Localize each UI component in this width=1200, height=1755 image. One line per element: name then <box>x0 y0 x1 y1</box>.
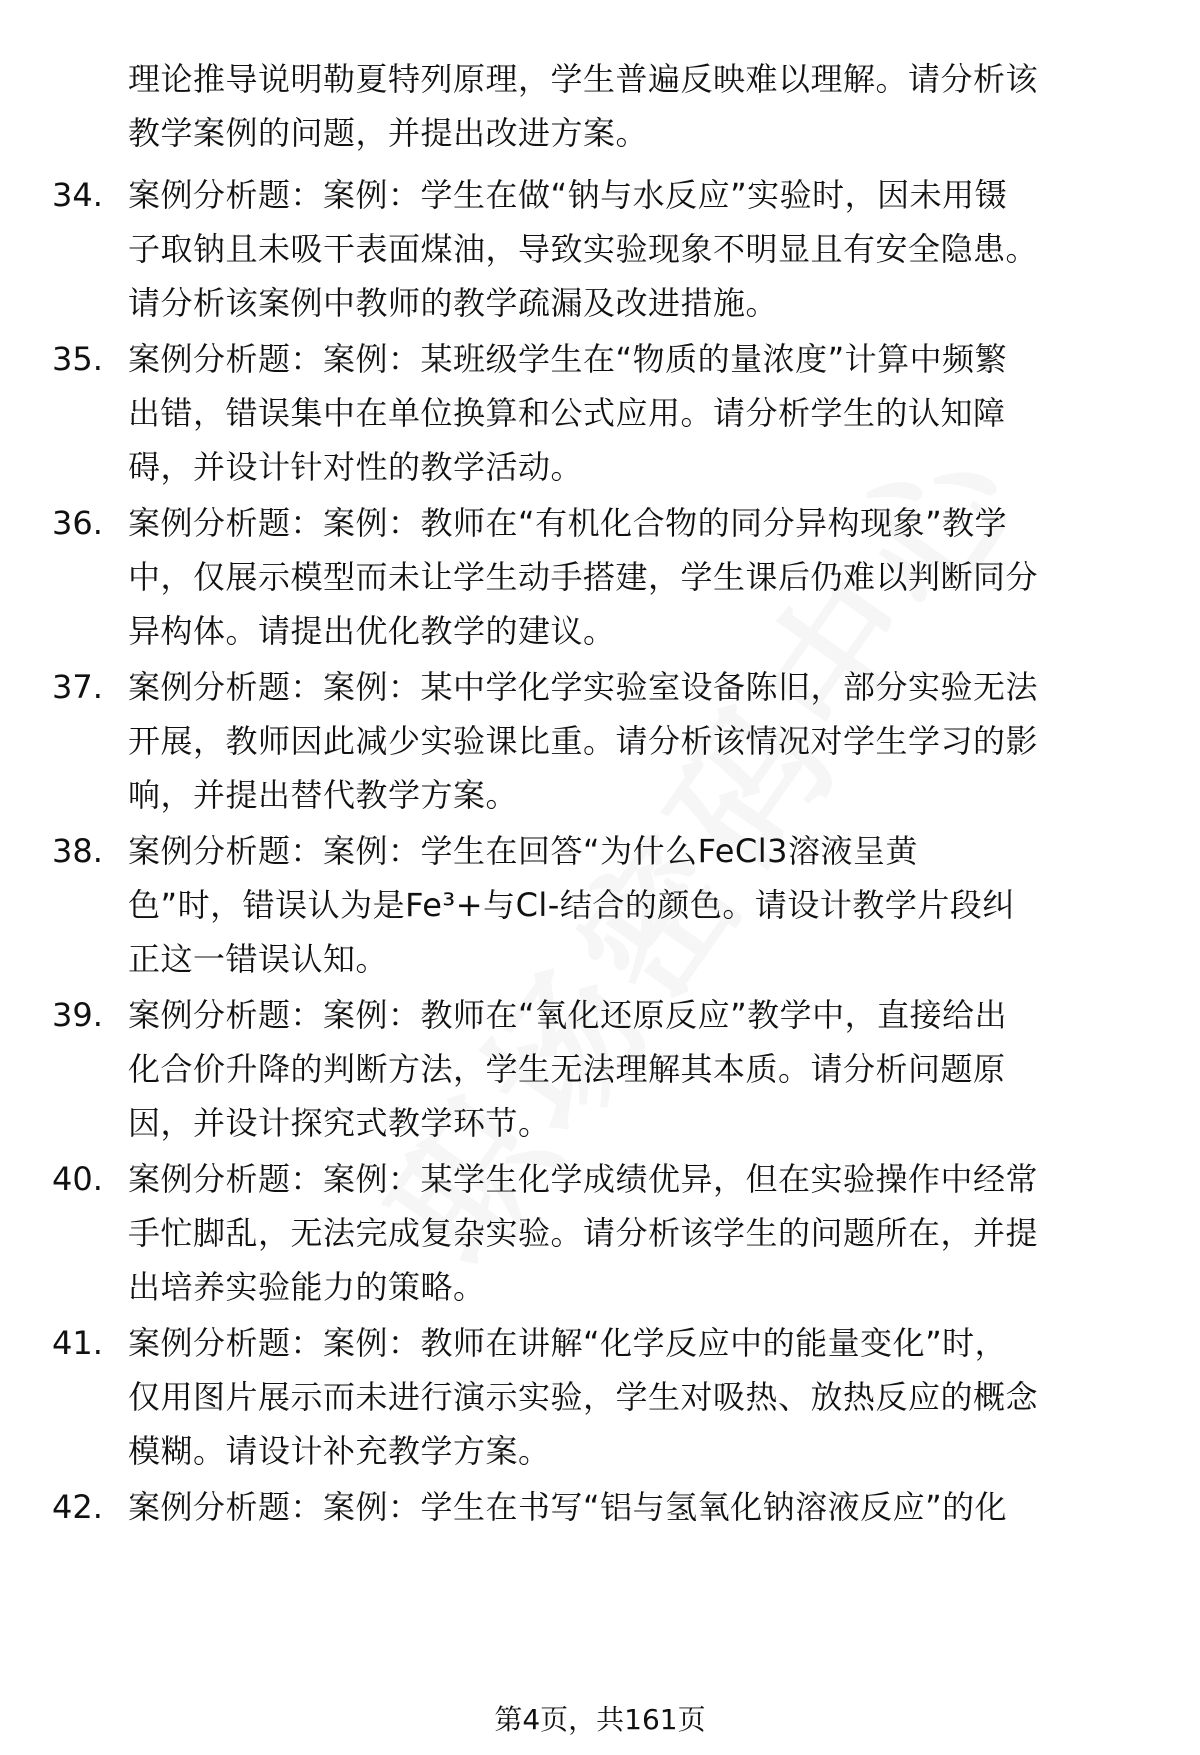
question-number: 40. <box>52 1160 103 1198</box>
page-footer: 第4页，共161页 <box>494 1703 706 1736</box>
text-line: 案例分析题：案例：某学生化学成绩优异，但在实验操作中经常 <box>128 1160 1039 1198</box>
question-number: 35. <box>52 340 103 378</box>
question-number: 39. <box>52 996 103 1034</box>
text-line: 化合价升降的判断方法，学生无法理解其本质。请分析问题原 <box>128 1050 1006 1088</box>
text-line: 子取钠且未吸干表面煤油，导致实验现象不明显且有安全隐患。 <box>128 230 1039 268</box>
text-line: 异构体。请提出优化教学的建议。 <box>128 612 616 650</box>
question-text <box>128 988 1138 1150</box>
text-line: 因，并设计探究式教学环节。 <box>128 1104 551 1142</box>
text-line: 中，仅展示模型而未让学生动手搭建，学生课后仍难以判断同分 <box>128 558 1039 596</box>
text-line: 手忙脚乱，无法完成复杂实验。请分析该学生的问题所在，并提 <box>128 1214 1039 1252</box>
text-line: 案例分析题：案例：教师在“氧化还原反应”教学中，直接给出 <box>128 996 1008 1034</box>
text-line: 理论推导说明勒夏特列原理，学生普遍反映难以理解。请分析该 <box>128 60 1039 98</box>
text-line: 出培养实验能力的策略。 <box>128 1268 486 1306</box>
text-line: 色”时，错误认为是Fe³+与Cl-结合的颜色。请设计教学片段纠 <box>128 886 1015 924</box>
text-line: 开展，教师因此减少实验课比重。请分析该情况对学生学习的影 <box>128 722 1039 760</box>
question-text <box>128 824 1138 986</box>
question-text <box>128 496 1138 658</box>
text-line: 出错，错误集中在单位换算和公式应用。请分析学生的认知障 <box>128 394 1006 432</box>
question-number: 36. <box>52 504 103 542</box>
question-number: 42. <box>52 1488 103 1526</box>
question-text <box>128 660 1138 822</box>
text-line: 请分析该案例中教师的教学疏漏及改进措施。 <box>128 284 779 322</box>
text-line: 响，并提出替代教学方案。 <box>128 776 519 814</box>
text-line: 模糊。请设计补充教学方案。 <box>128 1432 551 1470</box>
text-line: 案例分析题：案例：某班级学生在“物质的量浓度”计算中频繁 <box>128 340 1008 378</box>
question-number: 38. <box>52 832 103 870</box>
text-line: 案例分析题：案例：学生在书写“铝与氢氧化钠溶液反应”的化 <box>128 1488 1008 1526</box>
text-line: 案例分析题：案例：教师在讲解“化学反应中的能量变化”时， <box>128 1324 1008 1362</box>
text-line: 正这一错误认知。 <box>128 940 389 978</box>
question-number: 37. <box>52 668 103 706</box>
question-text <box>128 1152 1138 1314</box>
question-number: 41. <box>52 1324 103 1362</box>
text-line: 案例分析题：案例：学生在做“钠与水反应”实验时，因未用镊 <box>128 176 1008 214</box>
text-line: 碍，并设计针对性的教学活动。 <box>128 448 584 486</box>
text-line: 仅用图片展示而未进行演示实验，学生对吸热、放热反应的概念 <box>128 1378 1039 1416</box>
question-text <box>128 332 1138 494</box>
text-line: 教学案例的问题，并提出改进方案。 <box>128 114 649 152</box>
text-line: 案例分析题：案例：教师在“有机化合物的同分异构现象”教学 <box>128 504 1008 542</box>
text-line: 案例分析题：案例：学生在回答“为什么FeCl3溶液呈黄 <box>128 832 919 870</box>
text-line: 案例分析题：案例：某中学化学实验室设备陈旧，部分实验无法 <box>128 668 1039 706</box>
question-text <box>128 52 1138 160</box>
question-number: 34. <box>52 176 103 214</box>
question-text <box>128 168 1138 330</box>
question-text <box>128 1316 1138 1478</box>
question-text <box>128 1480 1138 1534</box>
